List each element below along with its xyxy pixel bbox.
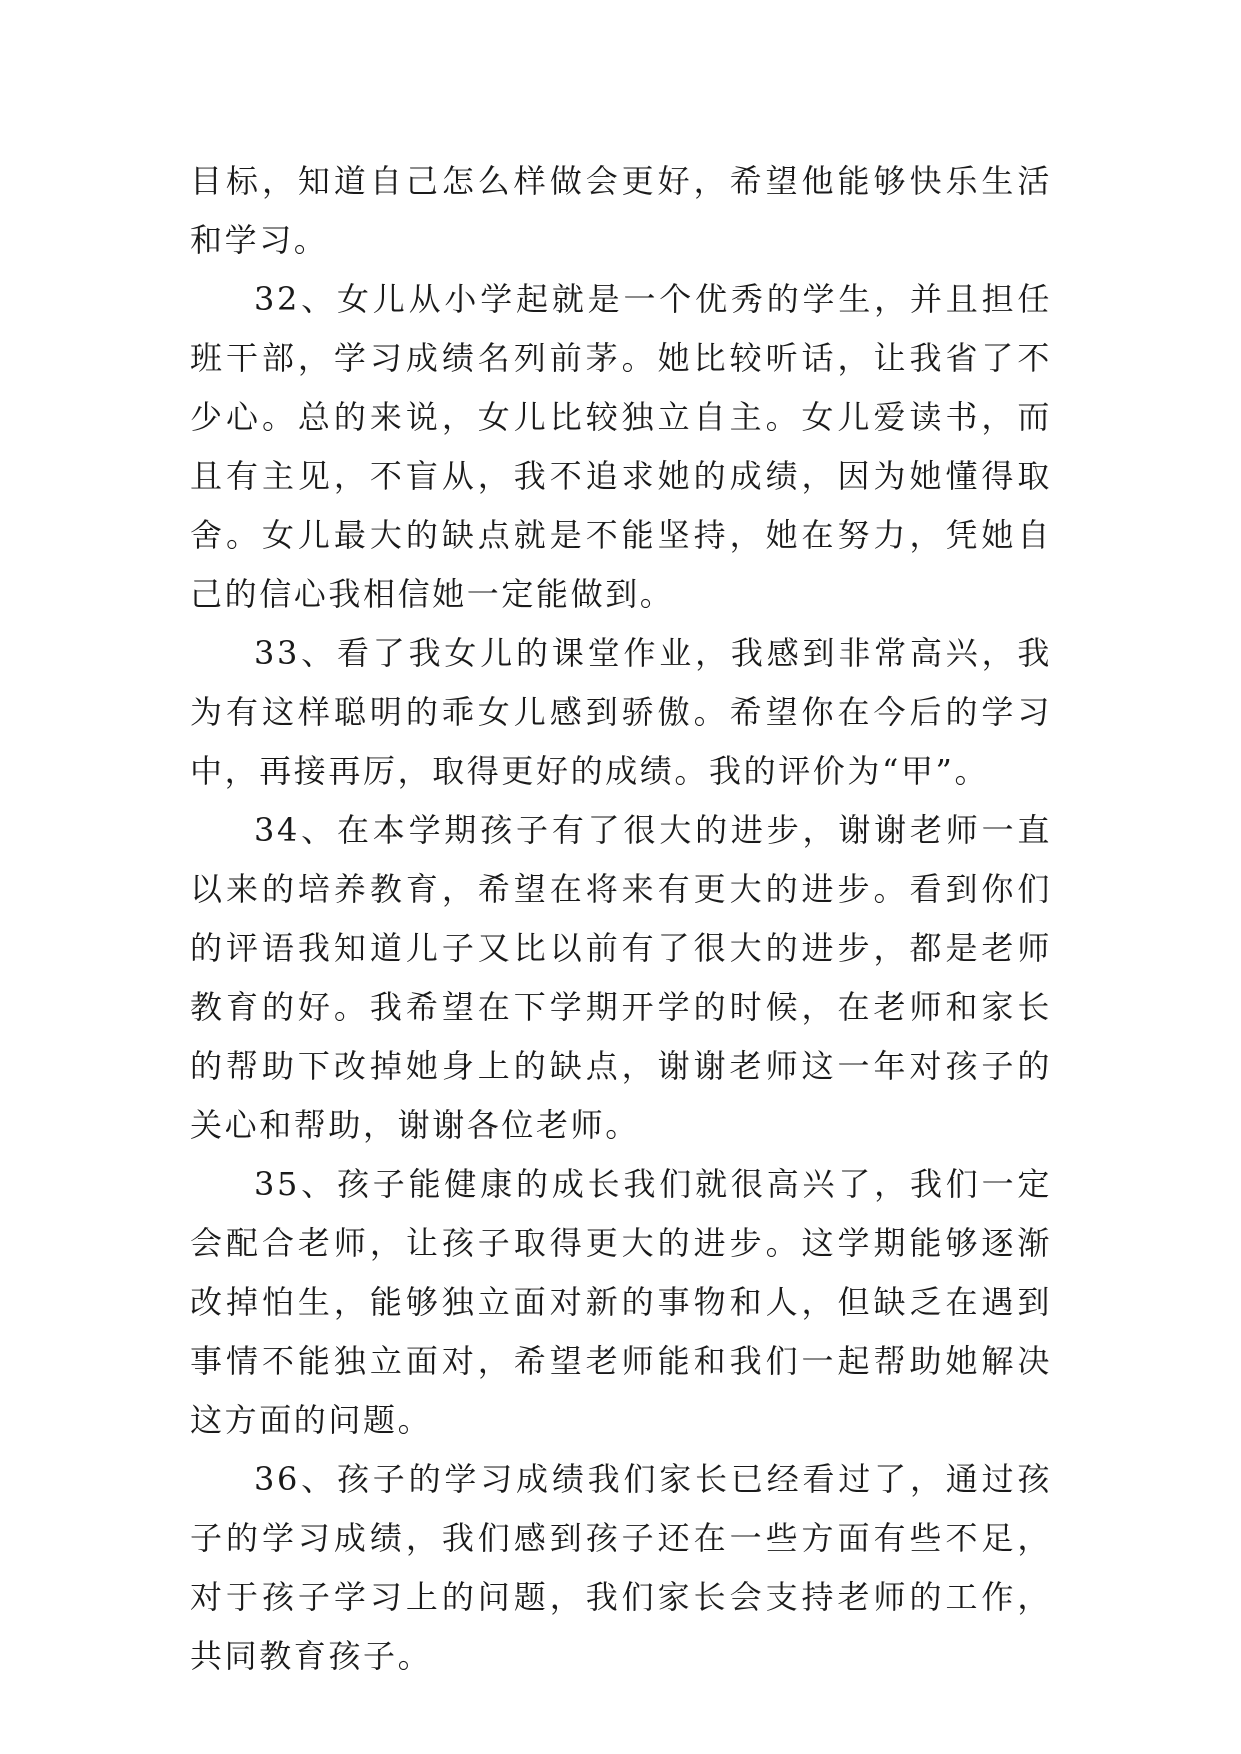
paragraph-34: 34、在本学期孩子有了很大的进步，谢谢老师一直以来的培养教育，希望在将来有更大的进步。看到你们的评语我知道儿子又比以前有了很大的进步，都是老师教育的好。我希望在下学期开学的时候，在老师和家长的帮助下改掉她身上的缺点，谢谢老师这一年对孩子的关心和帮助，谢谢各位老师。	[190, 811, 1052, 1144]
document-body	[190, 152, 1052, 1686]
paragraph-32: 32、女儿从小学起就是一个优秀的学生，并且担任班干部，学习成绩名列前茅。她比较听话，让我省了不少心。总的来说，女儿比较独立自主。女儿爱读书，而且有主见，不盲从，我不追求她的成绩，因为她懂得取舍。女儿最大的缺点就是不能坚持，她在努力，凭她自己的信心我相信她一定能做到。	[190, 280, 1052, 613]
paragraph-35: 35、孩子能健康的成长我们就很高兴了，我们一定会配合老师，让孩子取得更大的进步。这学期能够逐渐改掉怕生，能够独立面对新的事物和人，但缺乏在遇到事情不能独立面对，希望老师能和我们一起帮助她解决这方面的问题。	[190, 1165, 1052, 1439]
paragraph-36: 36、孩子的学习成绩我们家长已经看过了，通过孩子的学习成绩，我们感到孩子还在一些方面有些不足，对于孩子学习上的问题，我们家长会支持老师的工作，共同教育孩子。	[190, 1460, 1052, 1675]
paragraph-continuation: 目标，知道自己怎么样做会更好，希望他能够快乐生活和学习。	[190, 162, 1052, 259]
paragraph-33: 33、看了我女儿的课堂作业，我感到非常高兴，我为有这样聪明的乖女儿感到骄傲。希望你在今后的学习中，再接再厉，取得更好的成绩。我的评价为“甲”。	[190, 634, 1052, 790]
